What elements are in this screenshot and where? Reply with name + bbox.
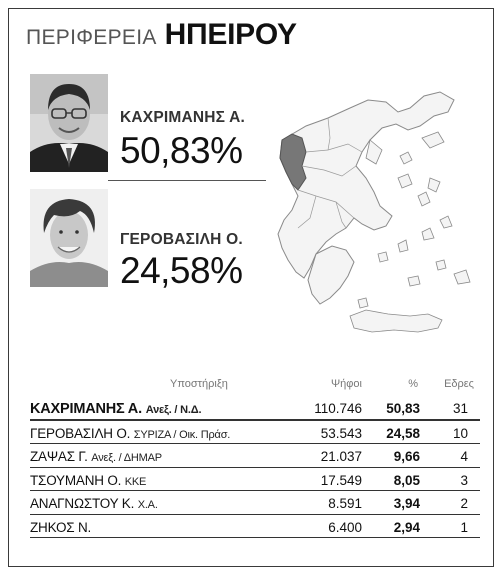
epirus-region — [280, 134, 306, 190]
table-row — [30, 421, 480, 445]
table-row — [30, 396, 480, 421]
row-votes: 53.543 — [320, 425, 362, 441]
row-percent: 3,94 — [393, 496, 420, 511]
row-percent: 8,05 — [393, 472, 420, 488]
row-name: ΖΑΨΑΣ Γ. — [30, 449, 88, 464]
row-votes: 21.037 — [320, 449, 362, 464]
row-support: Ανεξ. / ΔΗΜΑΡ — [91, 452, 162, 464]
row-seats: 31 — [452, 401, 468, 416]
candidate-2-name: ΓΕΡΟΒΑΣΙΛΗ Ο. — [120, 231, 243, 248]
row-support: ΣΥΡΙΖΑ / Οικ. Πράσ. — [133, 428, 231, 441]
greece-map — [258, 78, 486, 358]
header-support: Υποστήριξη — [170, 378, 228, 390]
row-seats: 2 — [460, 496, 468, 511]
table-row — [30, 468, 480, 492]
row-seats: 3 — [460, 472, 468, 488]
candidate-2-photo — [30, 189, 108, 287]
results-table — [30, 374, 480, 538]
candidate-1-name: ΚΑΧΡΙΜΑΝΗΣ Α. — [120, 109, 245, 126]
row-percent: 50,83 — [386, 401, 420, 416]
header-seats: Εδρες — [444, 378, 474, 390]
row-name: ΖΗΚΟΣ Ν. — [30, 519, 92, 535]
header-votes: Ψήφοι — [330, 378, 362, 390]
row-name: ΑΝΑΓΝΩΣΤΟΥ Κ. — [30, 496, 135, 511]
table-row — [30, 444, 480, 468]
row-percent: 2,94 — [393, 519, 420, 535]
candidate-1-photo — [30, 74, 108, 172]
row-support: Ανεξ. / Ν.Δ. — [145, 404, 202, 416]
candidate-1-percent: 50,83% — [120, 130, 243, 171]
row-name: ΤΣΟΥΜΑΝΗ Ο. — [30, 472, 122, 488]
row-support: Χ.Α. — [137, 499, 158, 511]
row-votes: 17.549 — [320, 472, 362, 488]
row-percent: 24,58 — [386, 425, 420, 441]
row-votes: 110.746 — [314, 401, 362, 416]
row-percent: 9,66 — [393, 449, 420, 464]
row-votes: 6.400 — [328, 519, 362, 535]
table-header — [30, 374, 480, 396]
candidate-separator — [108, 180, 266, 181]
table-row — [30, 491, 480, 515]
title-region: ΗΠΕΙΡΟΥ — [164, 18, 297, 51]
page-title — [26, 18, 297, 52]
row-seats: 4 — [460, 449, 468, 464]
row-name: ΓΕΡΟΒΑΣΙΛΗ Ο. — [30, 425, 131, 441]
row-seats: 10 — [452, 425, 468, 441]
row-votes: 8.591 — [328, 496, 362, 511]
table-row — [30, 515, 480, 539]
row-support: ΚΚΕ — [124, 475, 147, 488]
candidate-2-percent: 24,58% — [120, 250, 243, 291]
row-name: ΚΑΧΡΙΜΑΝΗΣ Α. — [30, 401, 142, 417]
header-percent: % — [408, 378, 418, 390]
title-prefix: ΠΕΡΙΦΕΡΕΙΑ — [26, 26, 157, 49]
row-seats: 1 — [460, 519, 468, 535]
